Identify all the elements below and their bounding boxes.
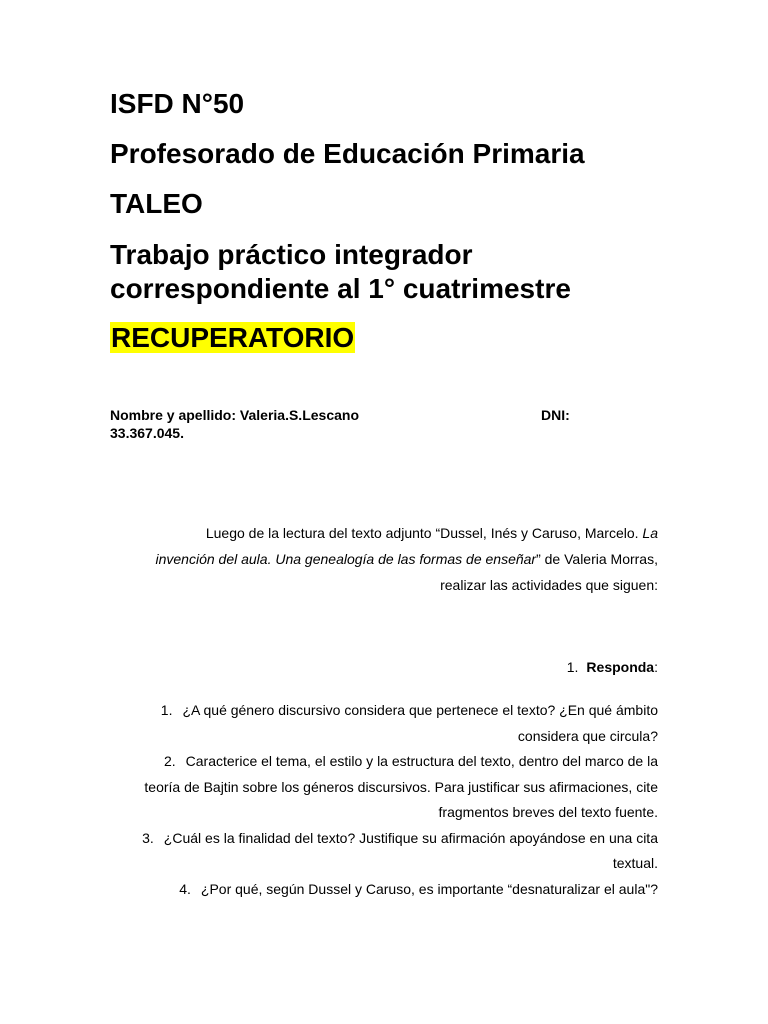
assignment-heading-line2: correspondiente al 1° cuatrimestre <box>110 273 571 304</box>
question-number: 2. <box>163 753 176 769</box>
question-text: ¿A qué género discursivo considera que pertenece el texto? ¿En qué ámbito considera que circula? <box>182 702 658 744</box>
dni-value: 33.367.045. <box>110 425 184 441</box>
dni-label: DNI: <box>541 407 570 423</box>
exam-type-highlight: RECUPERATORIO <box>111 322 355 353</box>
section-title: Responda <box>586 659 655 675</box>
intro-book-title: La invención del aula. Una genealogía de las formas de enseñar <box>155 525 658 567</box>
section-colon: : <box>654 659 658 675</box>
list-item <box>140 877 658 903</box>
question-text: ¿Cuál es la finalidad del texto? Justifique su afirmación apoyándose en una cita textual. <box>163 829 658 871</box>
intro-paragraph <box>150 520 658 598</box>
course-heading: TALEO <box>110 188 203 219</box>
intro-text-part2: ” de Valeria Morras, realizar las actividades que siguen: <box>440 551 658 593</box>
question-number: 1. <box>160 702 173 718</box>
question-number: 4. <box>179 880 191 897</box>
assignment-heading <box>110 238 710 306</box>
assignment-heading-line1: Trabajo práctico integrador <box>110 239 473 270</box>
section-heading <box>400 657 658 677</box>
question-number: 3. <box>142 829 154 846</box>
section-number: 1. <box>566 659 579 675</box>
list-item <box>140 698 658 749</box>
exam-type-heading <box>110 322 355 354</box>
intro-text-part1: Luego de la lectura del texto adjunto “Dussel, Inés y Caruso, Marcelo. <box>205 525 639 541</box>
name-label: Nombre y apellido: <box>110 407 237 423</box>
question-text: ¿Por qué, según Dussel y Caruso, es importante “desnaturalizar el aula"? <box>200 880 658 897</box>
list-item <box>140 749 658 826</box>
institution-heading: ISFD N°50 <box>110 88 245 119</box>
list-item <box>140 826 658 877</box>
student-name: Valeria.S.Lescano <box>239 407 359 423</box>
question-text: Caracterice el tema, el estilo y la estructura del texto, dentro del marco de la teoría de Bajtin sobre los géneros discursivos. Para justificar sus afirmaciones, cite fragmentos breves del texto fuente. <box>144 753 658 820</box>
question-list <box>140 698 658 902</box>
program-heading: Profesorado de Educación Primaria <box>110 138 585 169</box>
student-info <box>110 406 580 441</box>
